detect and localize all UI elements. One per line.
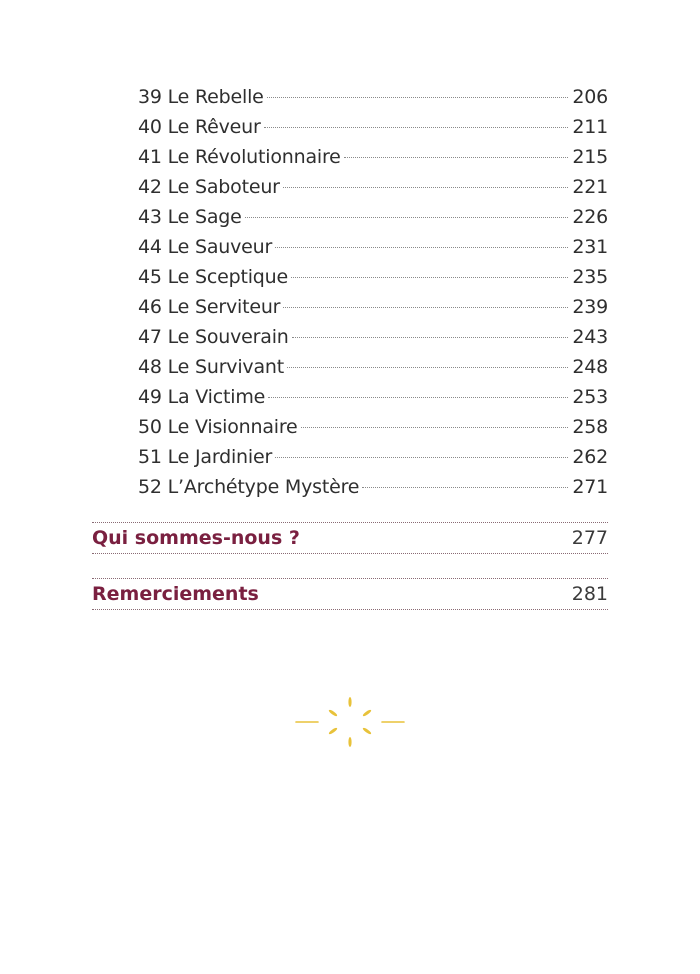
toc-entry[interactable]: [138, 112, 608, 142]
ornament-petals: [328, 697, 372, 747]
toc-entry-page: 253: [572, 386, 608, 408]
toc-section-qui-sommes-nous[interactable]: [92, 522, 608, 554]
toc-entry-label: 46 Le Serviteur: [138, 296, 281, 318]
section-page: 281: [571, 583, 608, 605]
toc-entry-page: 262: [572, 446, 608, 468]
toc-entry-label: 39 Le Rebelle: [138, 86, 264, 108]
toc-entry-page: 258: [572, 416, 608, 438]
toc-entry[interactable]: [138, 262, 608, 292]
toc-entry[interactable]: [138, 442, 608, 472]
toc-entry-page: 206: [572, 86, 608, 108]
toc-entry-label: 44 Le Sauveur: [138, 236, 273, 258]
toc-entry-page: 226: [572, 206, 608, 228]
toc-entry[interactable]: [138, 292, 608, 322]
dot-leader: [275, 456, 568, 458]
dot-leader: [245, 216, 569, 218]
toc-entry-label: 40 Le Rêveur: [138, 116, 261, 138]
toc-entry-page: 221: [572, 176, 608, 198]
toc-entry-label: 47 Le Souverain: [138, 326, 289, 348]
dot-leader: [283, 306, 568, 308]
toc-entry[interactable]: [138, 412, 608, 442]
toc-section-remerciements[interactable]: [92, 578, 608, 610]
dot-leader: [267, 96, 569, 98]
dot-leader: [344, 156, 569, 158]
toc-entry-label: 49 La Victime: [138, 386, 266, 408]
toc-entry[interactable]: [138, 202, 608, 232]
dot-leader: [264, 126, 569, 128]
toc-entry[interactable]: [138, 352, 608, 382]
dot-leader: [287, 366, 568, 368]
dot-leader: [268, 396, 568, 398]
section-title: Remerciements: [92, 583, 259, 605]
dot-leader: [291, 276, 568, 278]
toc-entry-label: 52 L’Archétype Mystère: [138, 476, 360, 498]
toc-entry-label: 42 Le Saboteur: [138, 176, 280, 198]
toc-entry[interactable]: [138, 472, 608, 502]
toc-entry-page: 231: [572, 236, 608, 258]
dot-leader: [292, 336, 569, 338]
toc-entry-page: 239: [572, 296, 608, 318]
toc-entry[interactable]: [138, 382, 608, 412]
sun-ornament-icon: [292, 690, 408, 754]
toc-entry-page: 243: [572, 326, 608, 348]
toc-entry[interactable]: [138, 142, 608, 172]
toc-entry-label: 41 Le Révolutionnaire: [138, 146, 341, 168]
toc-entry[interactable]: [138, 322, 608, 352]
toc-entry-label: 50 Le Visionnaire: [138, 416, 298, 438]
dot-leader: [275, 246, 568, 248]
toc-entry[interactable]: [138, 232, 608, 262]
toc-entry-label: 45 Le Sceptique: [138, 266, 288, 288]
table-of-contents: [138, 82, 608, 502]
section-page: 277: [571, 527, 608, 549]
toc-entry-page: 215: [572, 146, 608, 168]
toc-entry[interactable]: [138, 172, 608, 202]
dot-leader: [362, 486, 568, 488]
toc-entry-page: 235: [572, 266, 608, 288]
toc-entry-label: 48 Le Survivant: [138, 356, 285, 378]
toc-entry-page: 211: [572, 116, 608, 138]
dot-leader: [283, 186, 569, 188]
dot-leader: [301, 426, 569, 428]
section-title: Qui sommes-nous ?: [92, 527, 300, 549]
toc-entry-page: 271: [572, 476, 608, 498]
toc-entry[interactable]: [138, 82, 608, 112]
toc-entry-label: 43 Le Sage: [138, 206, 242, 228]
toc-entry-label: 51 Le Jardinier: [138, 446, 273, 468]
toc-entry-page: 248: [572, 356, 608, 378]
